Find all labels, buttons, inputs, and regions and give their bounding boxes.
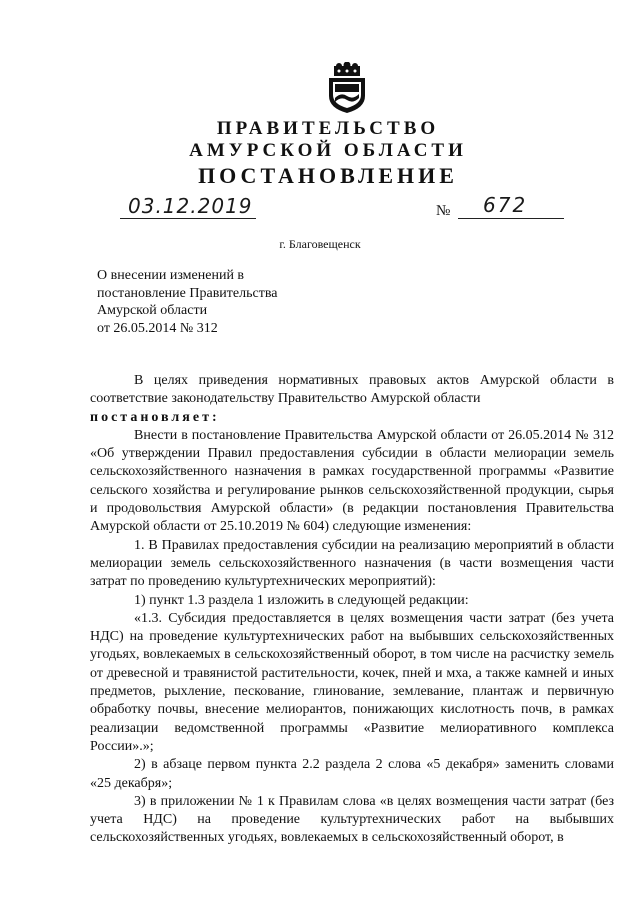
paragraph: 3) в приложении № 1 к Правилам слова «в целях возмещения части затрат (без учета НДС) на проведение культуртехнических работ на выбывших сельскохозяйственных угодьях, вовлекаемых в сельскохозяйственный оборот, в (90, 793, 614, 846)
subject-line: от 26.05.2014 № 312 (97, 320, 218, 336)
paragraph: 1. В Правилах предоставления субсидии на реализацию мероприятий в области мелиорации земель сельскохозяйственного назначения (в части возмещения части затрат по проведению культуртехнических мероприятий): (90, 537, 614, 590)
date-underline (120, 218, 256, 219)
subject-line: О внесении изменений в (97, 268, 245, 283)
decree-word: постановляет: (90, 409, 220, 425)
paragraph: Внести в постановление Правительства Амурской области от 26.05.2014 № 312 «Об утверждении Правил предоставления субсидии в области мелиорации земель сельскохозяйственного назначения в рамках государственной программы «Развитие сельского хозяйства и регулирование рынков сельскохозяйственной продукции, сырья и продовольствия Амурской области» (в редакции постановления Правительства Амурской области от 25.10.2019 № 604) следующие изменения: (90, 427, 614, 535)
paragraph: 2) в абзаце первом пункта 2.2 раздела 2 слова «5 декабря» заменить словами «25 декабря»; (90, 757, 614, 791)
paragraph: «1.3. Субсидия предоставляется в целях возмещения части затрат (без учета НДС) на проведение культуртехнических работ на выбывших сельскохозяйственных угодьях, вовлекаемых в сельскохозяйственный оборот, в том числе на расчистку земель от древесной и травянистой растительности, кочек, пней и мха, а также камней и иных предметов, рыхление, пескование, глинование, землевание, плантаж и первичную обработку почвы, внесение мелиорантов, понижающих кислотность почв, в рамках реализации ведомственной программы «Развитие мелиоративного комплекса России».»; (90, 610, 614, 754)
subject-block (97, 267, 277, 337)
header-doc-type: ПОСТАНОВЛЕНИЕ (198, 163, 458, 188)
intro-paragraph: В целях приведения нормативных правовых актов Амурской области в соответствие законодательству Правительство Амурской области (90, 373, 614, 407)
header-government: ПРАВИТЕЛЬСТВО (216, 118, 440, 139)
subject-line: постановление Правительства (97, 285, 278, 301)
number-underline (458, 218, 564, 219)
decree-date: 03.12.2019 (128, 194, 253, 218)
header-region: АМУРСКОЙ ОБЛАСТИ (189, 140, 467, 161)
number-label: № (436, 203, 451, 219)
paragraph: 1) пункт 1.3 раздела 1 изложить в следующей редакции: (134, 592, 469, 608)
decree-number: 672 (483, 193, 528, 217)
coat-of-arms-icon (325, 62, 369, 114)
decree-body (90, 372, 614, 848)
city: г. Благовещенск (279, 237, 361, 251)
subject-line: Амурской области (97, 303, 208, 318)
